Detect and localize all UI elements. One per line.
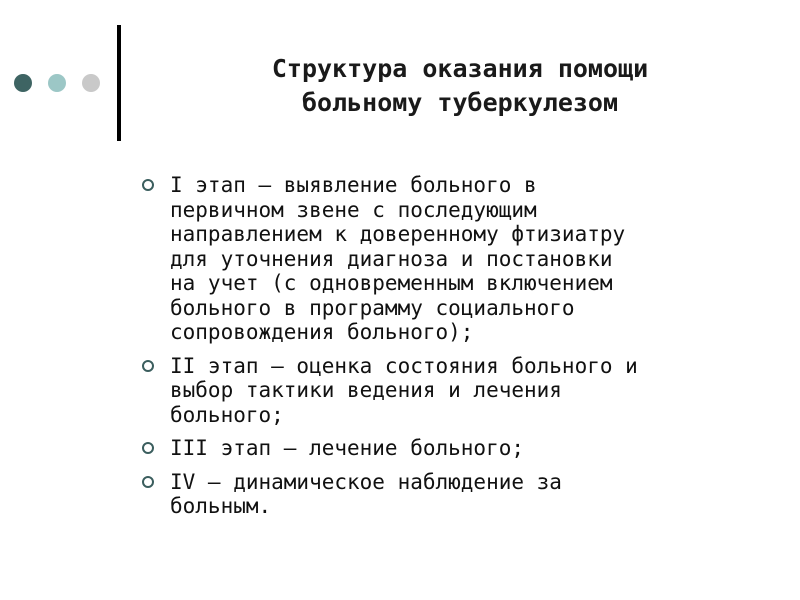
bullet-line: больным. — [170, 494, 272, 518]
bullet-list — [142, 173, 772, 528]
bullet-line: для уточнения диагноза и постановки — [170, 246, 613, 271]
decor-dot-teal — [48, 74, 66, 92]
bullet-line: на учет (с одновременным включением — [170, 271, 613, 295]
bullet-line: первичном звене с последующим — [170, 197, 537, 222]
slide-title — [130, 52, 790, 120]
hollow-circle-icon — [142, 179, 154, 191]
hollow-circle-icon — [142, 442, 154, 454]
bullet-text — [170, 173, 772, 345]
bullet-line: II этап — оценка состояния больного и — [170, 353, 638, 378]
bullet-item-stage-1 — [142, 173, 772, 345]
hollow-circle-icon — [142, 476, 154, 488]
bullet-line: IV — динамическое наблюдение за — [170, 469, 562, 494]
bullet-text — [170, 354, 772, 428]
bullet-line: сопровождения больного); — [170, 320, 474, 344]
bullet-line: больного; — [170, 402, 284, 427]
bullet-line: I этап — выявление больного в — [170, 173, 537, 197]
bullet-line: III этап — лечение больного; — [170, 436, 525, 460]
slide-title-line-2: больному туберкулезом — [301, 88, 619, 117]
bullet-item-stage-3 — [142, 436, 772, 461]
bullet-line: больного в программу социального — [170, 295, 575, 320]
bullet-text — [170, 470, 772, 519]
bullet-line: выбор тактики ведения и лечения — [170, 378, 562, 402]
bullet-line: направлением к доверенному фтизиатру — [170, 222, 626, 246]
decor-dot-gray — [82, 74, 100, 92]
hollow-circle-icon — [142, 360, 154, 372]
bullet-text — [170, 436, 772, 461]
bullet-item-stage-2 — [142, 354, 772, 428]
decor-dot-dark — [14, 74, 32, 92]
vertical-divider — [117, 25, 121, 141]
slide-title-line-1: Структура оказания помощи — [271, 54, 649, 83]
bullet-item-stage-4 — [142, 470, 772, 519]
